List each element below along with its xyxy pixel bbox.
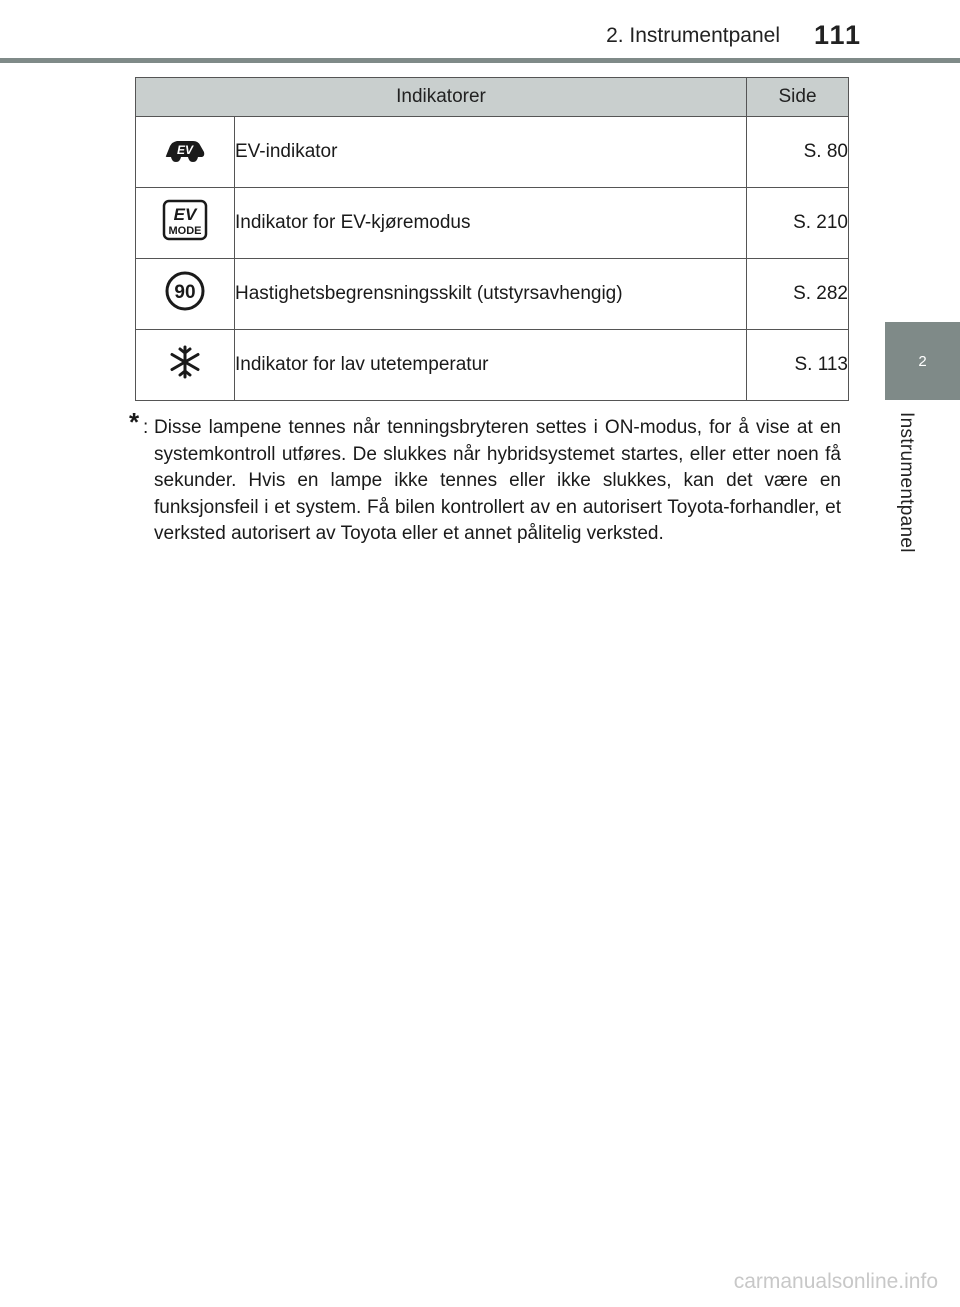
- indicator-name: Hastighetsbegrensningsskilt (utstyrsavhengig): [235, 259, 747, 330]
- indicator-name: Indikator for EV-kjøremodus: [235, 188, 747, 259]
- header-rule: [0, 58, 960, 63]
- chapter-label: Instrumentpanel: [896, 412, 917, 553]
- speed-limit-sign-icon: [164, 282, 206, 317]
- section-title: 2. Instrumentpanel: [606, 24, 780, 47]
- page-number: 111: [813, 20, 863, 50]
- icon-cell: [136, 259, 235, 330]
- page-reference[interactable]: S. 113: [747, 330, 849, 401]
- footnote: [129, 407, 841, 548]
- table-row: [136, 259, 849, 330]
- footnote-separator: :: [143, 417, 149, 438]
- chapter-number: 2: [918, 352, 927, 370]
- page-reference[interactable]: S. 282: [747, 259, 849, 330]
- icon-cell: [136, 117, 235, 188]
- indicator-table: [135, 77, 849, 401]
- column-header-indicators: Indikatorer: [136, 78, 747, 117]
- footnote-marker: *: [129, 407, 140, 437]
- ev-mode-icon: [162, 205, 208, 246]
- chapter-tab[interactable]: [885, 322, 960, 400]
- watermark: carmanualsonline.info: [733, 1270, 938, 1293]
- snowflake-icon: [167, 364, 203, 385]
- column-header-page: Side: [747, 78, 849, 117]
- svg-text:MODE: MODE: [168, 225, 202, 237]
- page-reference[interactable]: S. 210: [747, 188, 849, 259]
- indicator-name: EV-indikator: [235, 117, 747, 188]
- page-reference[interactable]: S. 80: [747, 117, 849, 188]
- ev-car-icon: [163, 143, 207, 169]
- svg-text:EV: EV: [173, 205, 197, 224]
- indicator-name: Indikator for lav utetemperatur: [235, 330, 747, 401]
- table-header-row: [136, 78, 849, 117]
- svg-text:90: 90: [174, 282, 196, 303]
- table-row: [136, 117, 849, 188]
- table-row: [136, 330, 849, 401]
- icon-cell: [136, 330, 235, 401]
- icon-cell: [136, 188, 235, 259]
- table-row: [136, 188, 849, 259]
- footnote-text: Disse lampene tennes når tenningsbryteren settes i ON-modus, for å vise at en systemkontroll utføres. De slukkes når hybridsystemet startes, eller etter noen få sekunder. Hvis en lampe ikke tennes eller ikke slukkes, kan det være en funksjonsfeil i et system. Få bilen kontrollert av en autorisert Toyota-forhandler, et verksted autorisert av Toyota eller et annet pålitelig verksted.: [154, 417, 841, 544]
- svg-text:EV: EV: [176, 143, 194, 157]
